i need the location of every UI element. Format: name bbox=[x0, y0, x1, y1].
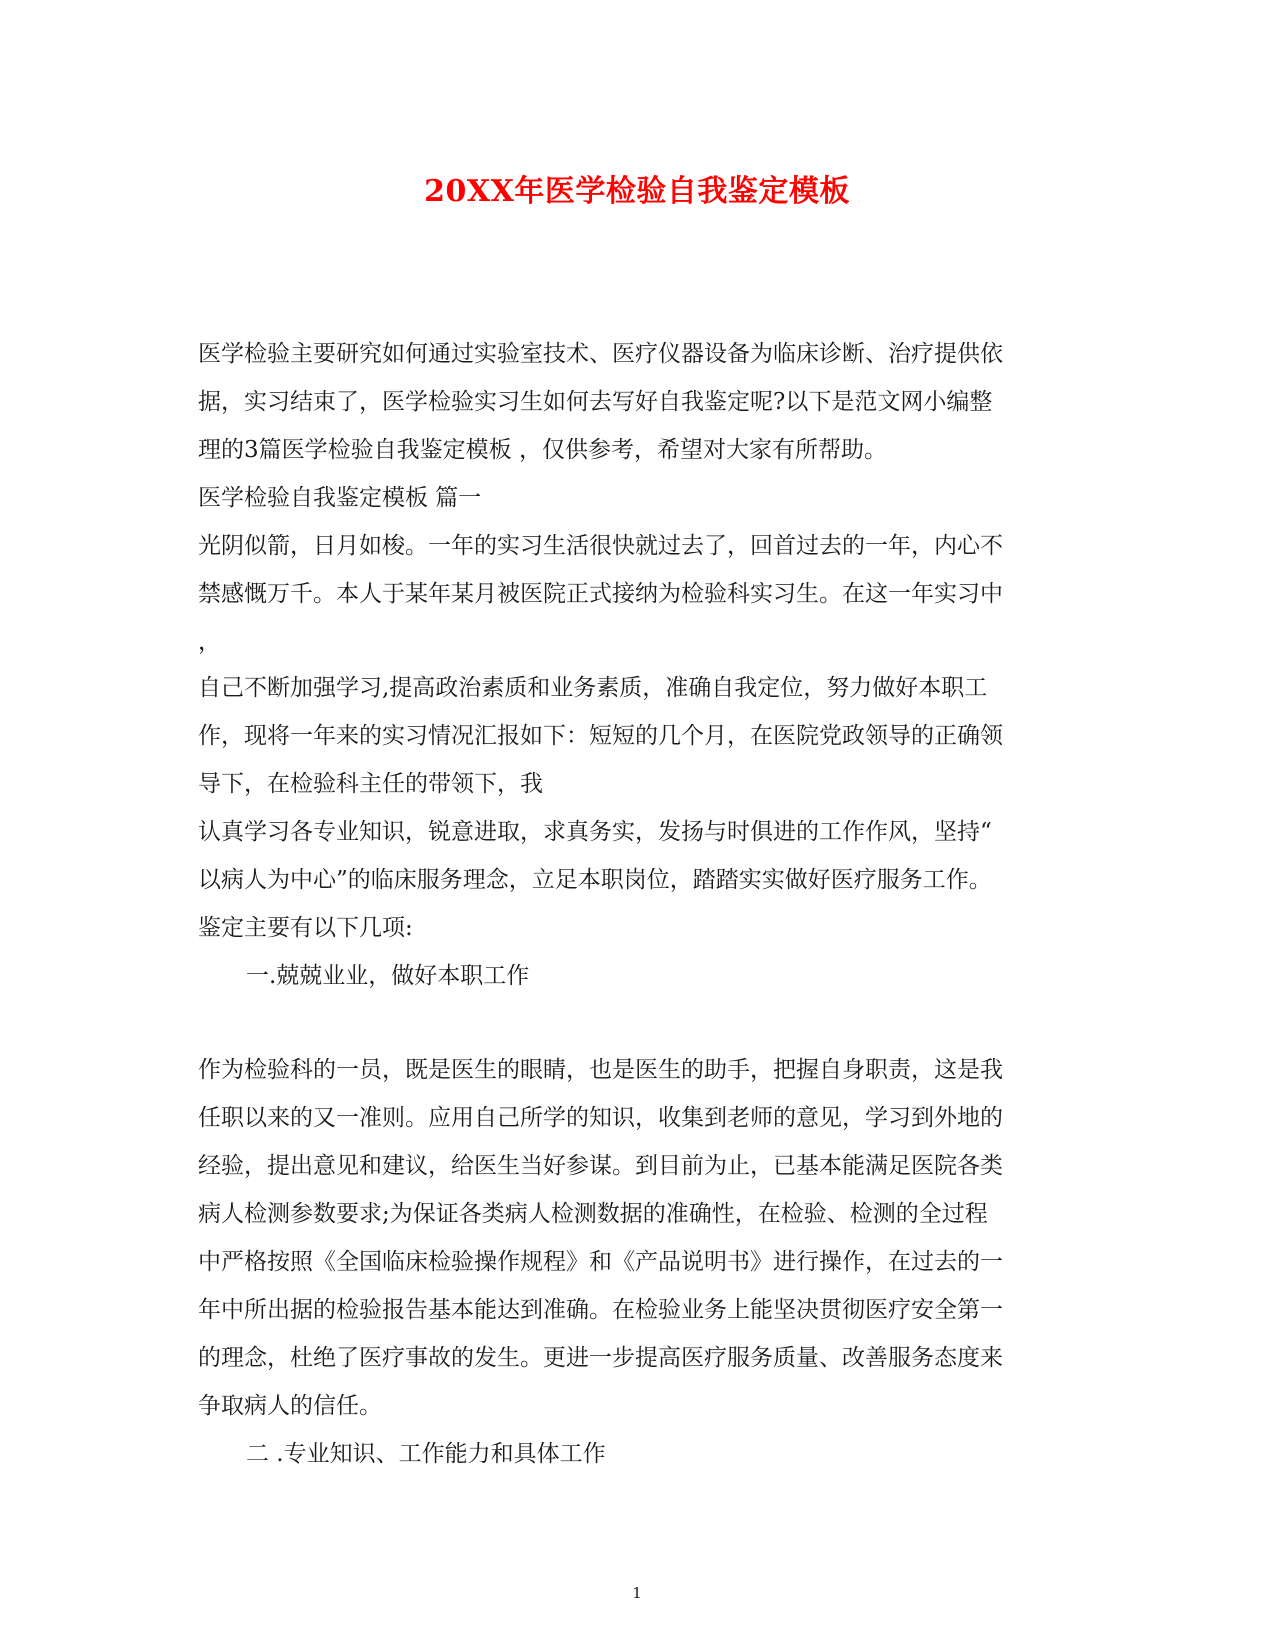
paragraph-line: 鉴定主要有以下几项: bbox=[198, 915, 413, 941]
paragraph-line: 作，现将一年来的实习情况汇报如下：短短的几个月，在医院党政领导的正确领 bbox=[198, 723, 1003, 749]
paragraph-line: 争取病人的信任。 bbox=[198, 1393, 382, 1419]
paragraph-line: ， bbox=[198, 629, 221, 655]
paragraph-line: 禁感慨万千。本人于某年某月被医院正式接纳为检验科实习生。在这一年实习中 bbox=[198, 581, 1003, 607]
page-number: 1 bbox=[632, 1584, 642, 1602]
document-title: 20XX年医学检验自我鉴定模板 bbox=[424, 174, 850, 209]
paragraph-line: 病人检测参数要求;为保证各类病人检测数据的准确性，在检验、检测的全过程 bbox=[198, 1201, 988, 1227]
paragraph-line: 据，实习结束了，医学检验实习生如何去写好自我鉴定呢?以下是范文网小编整 bbox=[198, 389, 993, 415]
paragraph-line: 医学检验主要研究如何通过实验室技术、医疗仪器设备为临床诊断、治疗提供依 bbox=[198, 341, 1003, 367]
paragraph-line: 任职以来的又一准则。应用自己所学的知识，收集到老师的意见，学习到外地的 bbox=[198, 1105, 1003, 1131]
paragraph-line: 经验，提出意见和建议，给医生当好参谋。到目前为止，已基本能满足医院各类 bbox=[198, 1153, 1003, 1179]
paragraph-line: 认真学习各专业知识，锐意进取，求真务实，发扬与时俱进的工作作风，坚持“ bbox=[198, 819, 992, 845]
paragraph-line: 导下，在检验科主任的带领下，我 bbox=[198, 771, 543, 797]
subsection-heading: 二 .专业知识、工作能力和具体工作 bbox=[246, 1441, 606, 1467]
paragraph-line: 作为检验科的一员，既是医生的眼睛，也是医生的助手，把握自身职责，这是我 bbox=[198, 1057, 1003, 1083]
paragraph-line: 以病人为中心”的临床服务理念，立足本职岗位，踏踏实实做好医疗服务工作。 bbox=[198, 867, 992, 893]
section-heading: 医学检验自我鉴定模板 篇一 bbox=[198, 485, 482, 511]
subsection-heading: 一.兢兢业业，做好本职工作 bbox=[246, 963, 530, 989]
paragraph-line: 年中所出据的检验报告基本能达到准确。在检验业务上能坚决贯彻医疗安全第一 bbox=[198, 1297, 1003, 1323]
paragraph-line: 自己不断加强学习,提高政治素质和业务素质，准确自我定位，努力做好本职工 bbox=[198, 675, 988, 701]
paragraph-line: 的理念，杜绝了医疗事故的发生。更进一步提高医疗服务质量、改善服务态度来 bbox=[198, 1345, 1003, 1371]
paragraph-line: 中严格按照《全国临床检验操作规程》和《产品说明书》进行操作，在过去的一 bbox=[198, 1249, 1003, 1275]
paragraph-line: 光阴似箭，日月如梭。一年的实习生活很快就过去了，回首过去的一年，内心不 bbox=[198, 533, 1003, 559]
document-body bbox=[198, 330, 1078, 1478]
paragraph-line: 理的3篇医学检验自我鉴定模板 ，仅供参考，希望对大家有所帮助。 bbox=[198, 437, 887, 463]
